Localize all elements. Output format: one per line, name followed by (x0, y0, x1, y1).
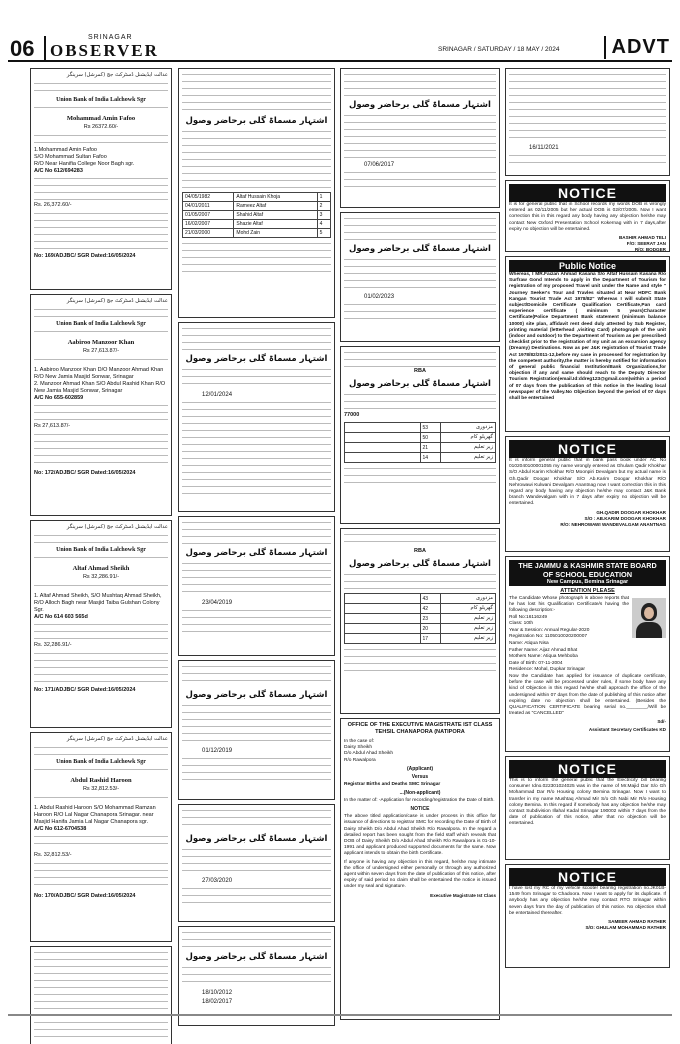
dateline: SRINAGAR / SATURDAY / 18 MAY / 2024 (438, 46, 560, 53)
urdu-text-block (34, 533, 168, 545)
signature-line: S/O: GHULAM MOHAMMAD RATHER (585, 925, 666, 931)
table-row (345, 453, 496, 463)
brand-logo: OBSERVER (50, 41, 159, 60)
urdu-text-block (182, 326, 331, 350)
table-cell: 04/05/1982 (183, 193, 234, 202)
table-cell: گھریلو کام (441, 433, 496, 443)
urdu-text-block (344, 216, 496, 240)
claim-amount: Rs 27,613.87/- (82, 348, 120, 354)
urdu-notice (178, 926, 335, 1026)
urdu-text-block (34, 745, 168, 757)
amount-label: 77000 (344, 412, 360, 418)
signature-line: SAMEER AHMAD RATHER (608, 919, 666, 925)
candidate-field: Class: 10th (509, 621, 533, 627)
table-cell: Rameez Altaf (234, 202, 317, 211)
notice-ref: No: 171/ADJBC/ SGR Dated:16/05/2024 (34, 687, 136, 693)
non-applicant-label: ...(Non-applicant) (399, 790, 441, 797)
table-cell: Altaf Hussain Khoja (234, 193, 317, 202)
urdu-text-block (34, 211, 168, 251)
urdu-notice (340, 528, 500, 714)
urdu-text-block (34, 622, 168, 640)
bank-name: Union Bank of India Lalchowk Sgr (56, 97, 146, 103)
urdu-notice (30, 946, 172, 1044)
table-cell: Mohd Zain (234, 229, 317, 238)
candidate-field: Date of Birth: 07-11-2004 (509, 660, 563, 666)
page-number-divider (44, 36, 46, 60)
urdu-text-block (344, 392, 496, 412)
notice-date: 01/02/2023 (364, 294, 395, 300)
candidate-photo (632, 598, 666, 638)
candidate-field: Registration No: 1105010020200007 (509, 634, 588, 640)
notice-date: 12/01/2024 (202, 392, 233, 398)
table-row (183, 193, 331, 202)
table-cell: 50 (420, 433, 441, 443)
notice-heading: NOTICE (509, 184, 666, 202)
table-cell: 21 (420, 443, 441, 453)
table-row (345, 433, 496, 443)
table-row (345, 614, 496, 624)
urdu-notice (178, 804, 335, 922)
defendant-name: Abdul Rashid Haroon (70, 777, 132, 784)
urdu-text-block (182, 965, 331, 987)
heirs-table (344, 593, 496, 644)
urdu-text-block (34, 555, 168, 563)
address-line: S/O Mohammad Sultan Fafoo (34, 154, 107, 160)
signature-line: F/O: SEERAT JAN (626, 241, 666, 247)
urdu-text-block (182, 847, 331, 875)
urdu-text-block (509, 72, 666, 142)
table-cell: 14 (420, 453, 441, 463)
urdu-text-block (34, 329, 168, 337)
table-cell (345, 423, 421, 433)
jkbose-banner (509, 560, 666, 586)
table-cell: Shahid Altaf (234, 211, 317, 220)
urdu-text-block (34, 950, 168, 1042)
defendant-name: Altaf Ahmad Sheikh (72, 565, 130, 572)
urdu-text-block (182, 129, 331, 189)
urdu-text-block (34, 403, 168, 421)
address-line: 1. Altaf Ahmad Sheikh, S/O Mushtaq Ahmad Sheikh, R/O Alloch Bagh near Masjid Taiba Gulshan Colony Sgr. (34, 593, 162, 613)
notice-heading-urdu: اشتہار مسماۃ گلی برحاضر وصول (185, 952, 328, 962)
notice-heading-urdu: اشتہار مسماۃ گلی برحاضر وصول (185, 690, 328, 700)
urdu-table-block (182, 400, 331, 500)
masthead (8, 34, 672, 62)
table-cell: Shazie Altaf (234, 220, 317, 229)
address-line: 1.Mohammad Amin Fafoo (34, 147, 97, 153)
account-number: A/C No 655-602859 (34, 395, 84, 401)
address-line: 1. Abdul Rashid Haroon S/O Mohammad Ramzan Haroon R/O Lal Nagar Chanapora Srinagar. near Masjid Hanifa Jamia Lal Nagar Chanapora sgr. (34, 805, 156, 825)
notice-electricity (505, 756, 670, 860)
table-cell: مزدوری (441, 423, 496, 433)
brand-city: SRINAGAR (88, 34, 133, 41)
board-name-line-2: OF SCHOOL EDUCATION (542, 570, 633, 579)
versus-label: Versus (411, 773, 429, 780)
case-line: D/o Abdul Ahad Sheikh (344, 751, 394, 757)
table-cell: 17 (420, 634, 441, 644)
claim-amount: Rs 32,286.91/- (82, 574, 120, 580)
court-heading-urdu: عدالت ایڈیشنل ڈسٹرکٹ جج (کمرشل) سرینگر (66, 298, 168, 304)
notice-body: Now the Candidate has applied for issuance of duplicate certificate, before the case will be processed under rules, if some body have any kind of Objection in this regard he/she shall approach the office of the undersigned within 07 days from the date of publishing of this notice after expiring date no objection shall be entertained. (Besides the QUALIFICATION CERTIFICATE bearing serial no.________/Will be treated as "CANCELLED" (509, 673, 666, 717)
notice-date: 07/06/2017 (364, 162, 395, 168)
table-cell (345, 604, 421, 614)
jkbose-notice (505, 556, 670, 752)
page-number: 06 (10, 36, 35, 61)
signature-line: S/O : AB.KARIM DOOGAR KHOKHAR (584, 515, 666, 521)
table-cell (345, 624, 421, 634)
notice-heading-urdu: اشتہار مسماۃ گلی برحاضر وصول (349, 244, 491, 254)
urdu-text-block (34, 767, 168, 775)
bottom-rule (8, 1014, 672, 1016)
urdu-text-block (182, 808, 331, 830)
court-heading-urdu: عدالت ایڈیشنل ڈسٹرکٹ جج (کمرشل) سرینگر (66, 72, 168, 78)
table-cell: گھریلو کام (441, 604, 496, 614)
address-line: 1. Aabiroo Manzoor Khan D/O Manzoor Ahmad Khan R/O New Jamia Masjid Sonwar, Srinagar (34, 367, 164, 380)
urdu-text-block (344, 532, 496, 548)
candidate-field: Name: Atiqua Nisa (509, 640, 549, 646)
notice-heading-urdu: اشتہار مسماۃ گلی برحاضر وصول (349, 100, 491, 110)
rs-line: Rs. 26,372.60/- (34, 202, 72, 208)
court-notice-3 (30, 520, 172, 728)
table-cell: 23 (420, 614, 441, 624)
signature (509, 919, 666, 931)
table-cell: زیر تعلیم (441, 453, 496, 463)
table-row (345, 624, 496, 634)
rba-label: RBA (414, 548, 426, 554)
urdu-text-block (182, 930, 331, 948)
case-line: Daisy Sheikh (344, 745, 372, 751)
urdu-text-block (34, 176, 168, 200)
urdu-text-block (344, 72, 496, 96)
court-heading-urdu: عدالت ایڈیشنل ڈسٹرکٹ جج (کمرشل) سرینگر (66, 524, 168, 530)
notice-intro: The Candidate Whose photograph is above reports that he has lost his Qualification Certificate/s having the following description:- (509, 596, 629, 614)
urdu-text-block (344, 257, 496, 291)
court-notice-1 (30, 68, 172, 290)
urdu-text-block (344, 647, 496, 673)
urdu-text-block (344, 350, 496, 368)
table-cell: 21/03/2000 (183, 229, 234, 238)
urdu-text-block (182, 886, 331, 906)
candidate-field: Roll No:16116249 (509, 614, 548, 620)
notice-heading-urdu: اشتہار مسماۃ گلی برحاضر وصول (185, 548, 328, 558)
signature (509, 510, 666, 528)
board-address: New Campus, Bemina Srinagar (546, 579, 629, 585)
notice-body: It is for general public that in School records my words DOB is wrongly entered as 02/11/2005 but her actual DOB is 02/07/2005. Now I want correction this in this regard any body having any objection he/she may contact New Oxford Presentation School Kokernag with in 7 days,after expiry no objection will be entertained. (509, 202, 666, 232)
column-2 (178, 68, 335, 1030)
urdu-text-block (182, 703, 331, 745)
notice-heading: NOTICE (509, 760, 666, 778)
table-cell (345, 594, 421, 604)
notice-date: 18/02/2017 (202, 999, 233, 1005)
table-cell: 01/05/2007 (183, 211, 234, 220)
court-notice-2 (30, 294, 172, 516)
magistrate-notice (340, 718, 500, 1020)
notice-heading-urdu: اشتہار مسماۃ گلی برحاضر وصول (349, 379, 491, 389)
signature-line: GH.QADIR DOOGAR KHOKHAR (596, 509, 666, 515)
section-label: ADVT (604, 36, 670, 59)
notice-heading: Public Notice (509, 260, 666, 272)
table-cell: 3 (317, 211, 330, 220)
urdu-notice (340, 212, 500, 342)
table-cell: 5 (317, 229, 330, 238)
notice-body: It is inform general public that in bank pass book under AC No 0102040100001055 my name wrongly entered as Ghulam Qadir Khokhar S/O Abdul Karim Khokhar R/O Moonpiri Devalgam but my actual name is Gh.Qadir Doogar Khokhar S/O Ab.Karim Doogar Khokhar R/O Nehrowawi Kulwani Devalgam Anantnag now I want correction this in this regard any body having any objection he/she may contact J&K Bank branch Wandevalgam with in 7 days after expiry no objection will be entertained. (509, 458, 666, 507)
notice-heading-urdu: اشتہار مسماۃ گلی برحاضر وصول (185, 116, 328, 126)
notice-school (505, 180, 670, 252)
urdu-text-block (34, 307, 168, 319)
notice-date: 27/03/2020 (202, 878, 233, 884)
urdu-notice (505, 68, 670, 176)
table-cell (345, 634, 421, 644)
table-cell: 1 (317, 193, 330, 202)
urdu-notice (340, 346, 500, 524)
table-cell: زیر تعلیم (441, 443, 496, 453)
notice-ref: No: 169/ADJBC/ SGR Dated:16/05/2024 (34, 253, 136, 259)
urdu-text-block (34, 861, 168, 891)
notice-heading-urdu: اشتہار مسماۃ گلی برحاضر وصول (349, 559, 491, 569)
signature: Assistant Secretary Certificates KD (588, 727, 666, 733)
table-cell (345, 443, 421, 453)
urdu-text-block (34, 432, 168, 468)
urdu-notice (178, 322, 335, 512)
rs-line: Rs 27,613.87/- (34, 423, 71, 429)
notice-body: This is to inform the general public that the Electricity bill bearing consumer Idno.022301024025 was in the name of Mr.Majid Dar S/o Gh Mohammad Dar R/o Housing colony Bemina Srinagar. Now I want to transfer in my name Mushtaq Ahmad Mir S/o Gh Nabi Mir R/o Housing colony Bemina. In this regard if somebody has any objection he/she may contact Subdivision Illahal Kadal Srinagar 190002 within 7 days from the date of publication of this notice, after that no objection will be entertained. (509, 778, 666, 827)
urdu-text-block (182, 608, 331, 638)
urdu-text-block (34, 357, 168, 365)
notice-date: 23/04/2019 (202, 600, 233, 606)
notice-body: If anyone is having any objection in this regard, he/she may intimate the office of undersigned either personally or through any authorized agent within seven days from the date of publication of this notice, after expiry of said period no claim shall be entertained the notice is issued under my seal and signature. (344, 859, 496, 890)
rs-line: Rs. 32,812.53/- (34, 852, 72, 858)
column-4 (505, 68, 670, 972)
notice-heading: NOTICE (509, 868, 666, 886)
magistrate-office-title: OFFICE OF THE EXECUTIVE MAGISTRATE IST CLASS TEHSIL CHANAPORA (NATIPORA (347, 722, 493, 735)
candidate-field: Year & Session: Annual Regular-2020 (509, 627, 590, 633)
urdu-text-block (344, 572, 496, 590)
table-cell: زیر تعلیم (441, 624, 496, 634)
heirs-table (182, 192, 331, 238)
table-cell: زیر تعلیم (441, 614, 496, 624)
notice-label: NOTICE (410, 806, 430, 813)
bank-name: Union Bank of India Lalchowk Sgr (56, 547, 146, 553)
signature: Executive Magistrate Ist Class (430, 892, 496, 898)
table-cell: 53 (420, 423, 441, 433)
respondent: Registrar Births and Deaths SMC Srinagar (344, 781, 441, 787)
bank-name: Union Bank of India Lalchowk Sgr (56, 759, 146, 765)
urdu-text-block (34, 795, 168, 803)
bank-name: Union Bank of India Lalchowk Sgr (56, 321, 146, 327)
urdu-text-block (34, 81, 168, 95)
urdu-text-block (182, 520, 331, 544)
urdu-notice (340, 68, 500, 208)
address-line: 2. Manzoor Ahmad Khan S/O Abdul Rashid Khan R/O New Jamia Masjid Sonwar, Srinagar (34, 381, 166, 394)
urdu-notice (178, 68, 335, 318)
candidate-field: Mothers Name: Atiqua Mehboba (509, 654, 578, 660)
table-row (345, 594, 496, 604)
urdu-text-block (34, 133, 168, 145)
notice-date: 16/11/2021 (529, 145, 559, 151)
urdu-text-block (182, 72, 331, 112)
notice-heading-urdu: اشتہار مسماۃ گلی برحاضر وصول (185, 834, 328, 844)
account-number: A/C No 614 603 565d (34, 614, 88, 620)
urdu-text-block (182, 241, 331, 277)
rs-line: Rs. 32,286.91/- (34, 642, 72, 648)
table-cell: زیر تعلیم (441, 634, 496, 644)
notice-bank (505, 436, 670, 552)
column-3 (340, 68, 500, 1024)
urdu-text-block (509, 153, 666, 163)
notice-ref: No: 170/ADJBC/ SGR Dated:16/05/2024 (34, 893, 136, 899)
attention-heading: ATTENTION PLEASE (560, 588, 615, 594)
table-row (345, 634, 496, 644)
column-1 (30, 68, 172, 1044)
court-heading-urdu: عدالت ایڈیشنل ڈسٹرکٹ جج (کمرشل) سرینگر (66, 736, 168, 742)
urdu-text-block (344, 113, 496, 159)
urdu-text-block (34, 834, 168, 850)
rba-label: RBA (414, 368, 426, 374)
table-cell: 2 (317, 202, 330, 211)
urdu-text-block (34, 583, 168, 591)
table-cell: 42 (420, 604, 441, 614)
urdu-text-block (34, 105, 168, 113)
photo-face (644, 607, 654, 619)
claim-amount: Rs 32,812.53/- (82, 786, 120, 792)
candidate-field: Residence: Mohal, Dupkar Srinagar (509, 667, 585, 673)
table-cell (345, 453, 421, 463)
notice-date: 18/10/2012 (202, 990, 233, 996)
urdu-notice (178, 516, 335, 656)
public-notice (505, 256, 670, 432)
photo-body (636, 622, 662, 638)
table-cell: 16/02/2007 (183, 220, 234, 229)
urdu-text-block (344, 466, 496, 486)
heirs-table (344, 422, 496, 463)
claim-amount: Rs 26372.60/- (83, 124, 119, 130)
signature-line: R/O: NEHROWAWI WANDEVALGAM ANANTNAG (560, 521, 666, 527)
address-line: R/O Near Hanifia College Noor Bagh sgr. (34, 161, 135, 167)
signature-line: BASHIR AHMAD TELI (618, 235, 666, 241)
urdu-text-block (344, 170, 496, 190)
table-cell: 20 (420, 624, 441, 634)
table-cell: 04/01/2011 (183, 202, 234, 211)
table-row (345, 443, 496, 453)
candidate-field: Father Name: Aijaz Ahmad Bhat (509, 647, 578, 653)
table-row (345, 423, 496, 433)
table-cell (345, 433, 421, 443)
matter-line: In the matter of: -Application for recording/registration the Date of Birth. (344, 798, 495, 804)
table-cell: 43 (420, 594, 441, 604)
defendant-name: Mohammad Amin Fafoo (66, 115, 136, 122)
urdu-text-block (182, 561, 331, 597)
notice-body: The above titled application/case is under process in this office for issuance of directions to registrar SMC for recording the Date of Birth of Daisy Sheikh D/o Abdul Ahad Sheikh R/o Rawalpora. In the regard a detailed report has been sought from the field staff which reveals that DOB of Daisy Sheikh D/o Abdul Ahad Sheikh R/o Rawalpora is 01-10-1991 and applicant produced supported documents for the same. Now applicant intends to obtain the birth Certificate. (344, 814, 496, 857)
defendant-name: Aabiroo Manzoor Khan (67, 339, 135, 346)
table-row (183, 220, 331, 229)
urdu-text-block (182, 756, 331, 784)
urdu-text-block (344, 302, 496, 322)
account-number: A/C No 612/694283 (34, 168, 83, 174)
table-row (183, 229, 331, 238)
case-line: In the case of: (344, 739, 375, 744)
signature-mark: Sd/- (657, 719, 666, 725)
urdu-notice (178, 660, 335, 800)
signature-line: R/O: BODGER (634, 247, 666, 252)
urdu-text-block (182, 367, 331, 389)
notice-body: Whereas, I MR.Faizan Ahmad Kasana S/o Altaf Hussain Kasana R/o Surfraw Gond Intends to apply in the Department of Tourism for registration of my proposed Travel unit under the Name and style " Journey Seeker's Tour and Travles situated at Near HDFC Bank Kangan Tourist Trade Act 1978/82" Whereas I will submit State subject/Domicile Certificate Qualification Certificate,Pan card experience certificate ( minimum 5 years)Character Certificate(Police Department Bank statement (minimum balance 10000) site plan, affidavit rent deed duly attested by Sub Register, printing material (letterhead ,visiting Card) photograph of the unit (indoor and outdoor) to the Department of Tourism as per prescribed checklist prior to the registration of my unit as an excursion agency (Dreamy) Destinations. Now as per J&K registration of Tourist Trade Act 1978/82/2011-12,before my case in processed for registration by the competent authority,the matter is hereby notified for information of general public financial Institution/Bank Organizations,for objection if any and same should reach to the Deputy Director Tourism Registration(email.Id:ddreg123@gmail.com)within a period of 07 days from the publication of this notice in the leading local newspaper of the Valley.No Objection beyond the period of 07 days shall be entertained (509, 272, 666, 402)
notice-body: I have lost my RC of my vehicle scooter bearing registration no.JK01B-1549 from Srinagar to Chadoora. Now I want to apply for its duplicate. If anybody has any objection he/she may contact RTO Srinagar within seven days from the day of publication of this notice. No objection shall be entertained thereafter. (509, 886, 666, 916)
table-row (345, 604, 496, 614)
notice-vehicle (505, 864, 670, 968)
notice-date: 01/12/2019 (202, 748, 233, 754)
table-row (183, 211, 331, 220)
applicant-label: (Applicant) (406, 765, 434, 772)
table-cell: مزدوری (441, 594, 496, 604)
notice-heading: NOTICE (509, 440, 666, 458)
board-name-line-1: THE JAMMU & KASHMIR STATE BOARD (518, 561, 657, 570)
court-notice-4 (30, 732, 172, 942)
notice-ref: No: 172/ADJBC/ SGR Dated:16/05/2024 (34, 470, 136, 476)
case-line: R/o Rawalpora (344, 757, 376, 763)
table-cell: 4 (317, 220, 330, 229)
table-row (183, 202, 331, 211)
signature (509, 235, 666, 252)
account-number: A/C No 612-6704538 (34, 826, 87, 832)
notice-heading-urdu: اشتہار مسماۃ گلی برحاضر وصول (185, 354, 328, 364)
urdu-text-block (182, 664, 331, 686)
table-cell (345, 614, 421, 624)
urdu-text-block (34, 651, 168, 685)
